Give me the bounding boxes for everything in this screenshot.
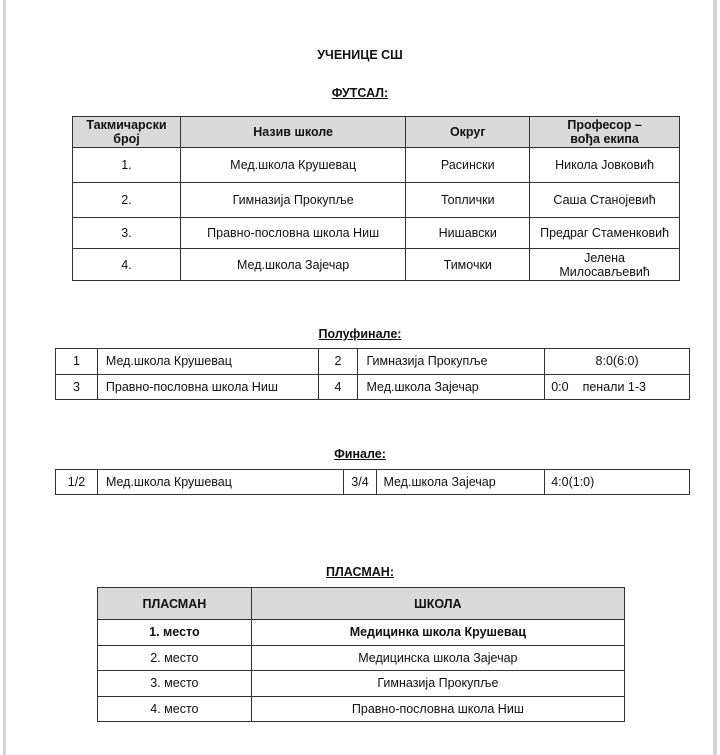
sport-heading: ФУТСАЛ:: [331, 86, 389, 100]
professor-line: Јелена: [584, 250, 626, 265]
place: 4. место: [98, 696, 252, 722]
competitor-number: 1.: [73, 148, 181, 183]
place: 2. место: [98, 645, 252, 671]
semifinals-table: [55, 348, 690, 400]
school-name: Правно-пословна школа Ниш: [180, 218, 405, 249]
competitor-number: 4.: [73, 249, 181, 281]
team-a: Мед.школа Крушевац: [97, 349, 318, 375]
place: 1. место: [98, 620, 252, 646]
place: 3. место: [98, 671, 252, 697]
seed-a: 3: [56, 374, 98, 400]
team-b: Мед.школа Зајечар: [358, 374, 545, 400]
school: Правно-пословна школа Ниш: [251, 696, 624, 722]
competitor-number: 2.: [73, 183, 181, 218]
table-row: [98, 696, 625, 722]
placement-heading: ПЛАСМАН:: [326, 565, 394, 579]
header-line: Такмичарски: [86, 118, 167, 132]
match-row: [56, 349, 690, 375]
header-competitor-number: [73, 117, 181, 148]
table-row: [73, 218, 680, 249]
score: 4:0(1:0): [545, 470, 690, 495]
match-row: [56, 470, 690, 495]
school: Медицинка школа Крушевац: [251, 620, 624, 646]
table-row: [73, 249, 680, 281]
competitor-number: 3.: [73, 218, 181, 249]
table-row: [73, 148, 680, 183]
page-edge-left: [3, 0, 6, 755]
table-row: [73, 183, 680, 218]
placement-table-header: [98, 588, 625, 620]
district: Нишавски: [406, 218, 530, 249]
professor-line: Милосављевић: [559, 264, 650, 279]
match-row: [56, 374, 690, 400]
table-row: [98, 620, 625, 646]
school-name: Гимназија Прокупље: [180, 183, 405, 218]
semifinals-heading: Полуфинале:: [318, 327, 402, 341]
seed-a: 1: [56, 349, 98, 375]
teams-table-header: [73, 117, 680, 148]
score: 0:0: [551, 379, 569, 394]
teams-table: [72, 116, 680, 281]
placement-table: [97, 587, 625, 722]
page-edge-right: [713, 0, 717, 755]
school-name: Мед.школа Крушевац: [180, 148, 405, 183]
header-placement: ПЛАСМАН: [98, 588, 252, 620]
header-line: Професор –: [567, 118, 642, 132]
school: Гимназија Прокупље: [251, 671, 624, 697]
document-title: УЧЕНИЦЕ СШ: [317, 48, 403, 62]
school: Медицинска школа Зајечар: [251, 645, 624, 671]
seed-a: 1/2: [56, 470, 98, 495]
district: Топлички: [406, 183, 530, 218]
score: 8:0(6:0): [545, 349, 690, 375]
professor: Никола Јовковић: [530, 148, 680, 183]
seed-b: 4: [318, 374, 358, 400]
header-line: вођа екипа: [570, 132, 639, 146]
team-b: Гимназија Прокупље: [358, 349, 545, 375]
school-name: Мед.школа Зајечар: [180, 249, 405, 281]
final-table: [55, 469, 690, 495]
team-a: Правно-пословна школа Ниш: [97, 374, 318, 400]
score-cell: [545, 374, 690, 400]
seed-b: 3/4: [343, 470, 377, 495]
header-district: Округ: [406, 117, 530, 148]
header-school-name: Назив школе: [180, 117, 405, 148]
professor: Предраг Стаменковић: [530, 218, 680, 249]
seed-b: 2: [318, 349, 358, 375]
district: Расински: [406, 148, 530, 183]
table-row: [98, 671, 625, 697]
team-a: Мед.школа Крушевац: [97, 470, 343, 495]
penalties-note: пенали 1-3: [582, 379, 646, 394]
team-b: Мед.школа Зајечар: [377, 470, 545, 495]
header-professor: [530, 117, 680, 148]
district: Тимочки: [406, 249, 530, 281]
header-school: ШКОЛА: [251, 588, 624, 620]
professor: Саша Станојевић: [530, 183, 680, 218]
professor: [530, 249, 680, 281]
final-heading: Финале:: [334, 447, 386, 461]
table-row: [98, 645, 625, 671]
header-line: број: [113, 132, 140, 146]
